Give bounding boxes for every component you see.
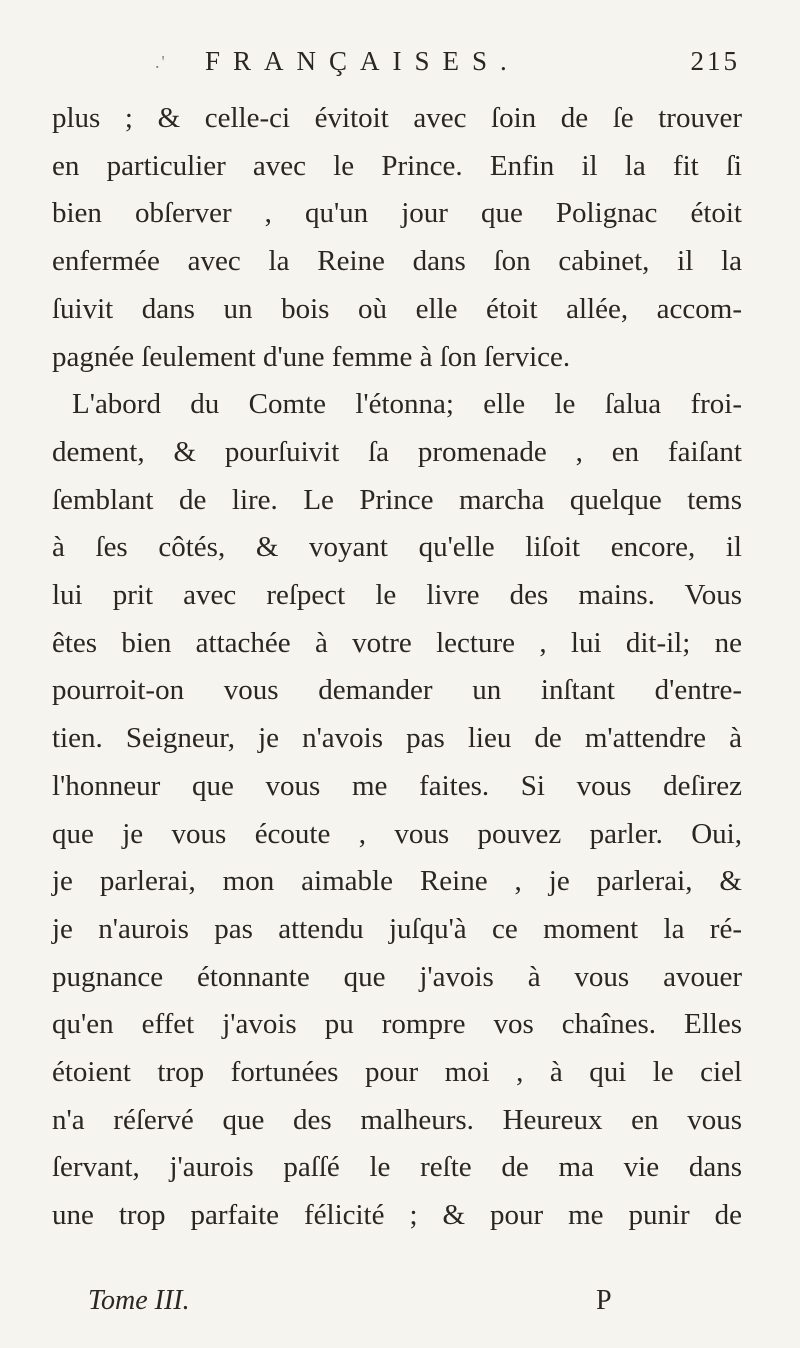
text-line: bien obſerver , qu'un jour que Polignac étoit xyxy=(52,197,742,230)
text-line: L'abord du Comte l'étonna; elle le ſalua froi- xyxy=(72,388,742,421)
text-line: tien. Seigneur, je n'avois pas lieu de m'attendre à xyxy=(52,722,742,755)
text-line: l'honneur que vous me faites. Si vous deſirez xyxy=(52,769,742,802)
text-line: à ſes côtés, & voyant qu'elle liſoit encore, il xyxy=(52,531,742,564)
text-line: je parlerai, mon aimable Reine , je parlerai, & xyxy=(52,865,742,898)
page-footer xyxy=(88,1285,700,1325)
signature-mark: P xyxy=(596,1285,612,1316)
text-line: enfermée avec la Reine dans ſon cabinet, il la xyxy=(52,245,742,278)
text-line: que je vous écoute , vous pouvez parler. Oui, xyxy=(52,817,742,850)
text-line: êtes bien attachée à votre lecture , lui dit-il; ne xyxy=(52,626,742,659)
text-line: ſervant, j'aurois paſſé le reſte de ma vie dans xyxy=(52,1151,742,1184)
text-line: ſemblant de lire. Le Prince marcha quelque tems xyxy=(52,483,742,516)
text-line: dement, & pourſuivit ſa promenade , en faiſant xyxy=(52,435,742,468)
text-line: une trop parfaite félicité ; & pour me punir de xyxy=(52,1199,742,1232)
text-line: pugnance étonnante que j'avois à vous avouer xyxy=(52,960,742,993)
text-line: étoient trop fortunées pour moi , à qui le ciel xyxy=(52,1056,742,1089)
text-line: je n'aurois pas attendu juſqu'à ce moment la ré- xyxy=(52,912,742,945)
header-title: FRANÇAISES. xyxy=(205,46,520,76)
text-line: pourroit-on vous demander un inſtant d'entre- xyxy=(52,674,742,707)
page-number: 215 xyxy=(690,46,740,76)
text-line: n'a réſervé que des malheurs. Heureux en vous xyxy=(52,1103,742,1136)
text-line: en particulier avec le Prince. Enfin il la fit ſi xyxy=(52,149,742,182)
body-text xyxy=(52,95,742,1240)
volume-label: Tome III. xyxy=(88,1285,190,1316)
text-line: plus ; & celle-ci évitoit avec ſoin de ſe trouver xyxy=(52,102,742,134)
text-line: qu'en effet j'avois pu rompre vos chaînes. Elles xyxy=(52,1008,742,1041)
running-header xyxy=(155,46,740,86)
text-line: ſuivit dans un bois où elle étoit allée, accom- xyxy=(52,292,742,325)
text-line: pagnée ſeulement d'une femme à ſon ſervice. xyxy=(52,340,571,373)
header-marks: .' xyxy=(155,52,167,72)
text-line: lui prit avec reſpect le livre des mains. Vous xyxy=(52,579,742,612)
